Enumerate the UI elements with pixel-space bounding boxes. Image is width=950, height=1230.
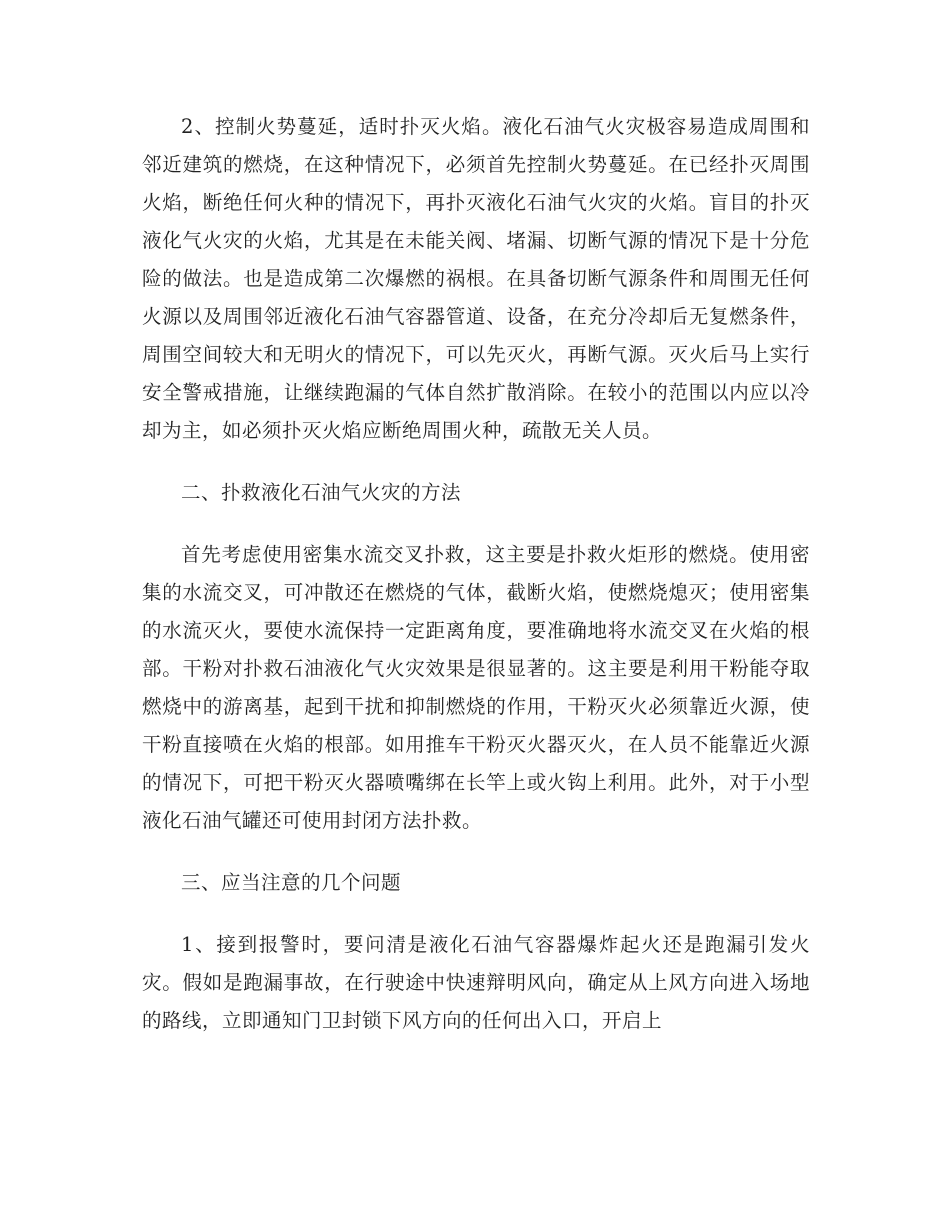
section-heading-methods: 二、扑救液化石油气火灾的方法 [181, 481, 462, 504]
paragraph-fire-control: 2、控制火势蔓延，适时扑灭火焰。液化石油气火灾极容易造成周围和邻近建筑的燃烧，在这种情况下，必须首先控制火势蔓延。在已经扑灭周围火焰，断绝任何火种的情况下，再扑灭液化石油气火灾的火焰。盲目的扑灭液化气火灾的火焰，尤其是在未能关阀、堵漏、切断气源的情况下是十分危险的做法。也是造成第二次爆燃的祸根。在具备切断气源条件和周围无任何火源以及周围邻近液化石油气容器管道、设备，在充分冷却后无复燃条件，周围空间较大和无明火的情况下，可以先灭火，再断气源。灭火后马上实行安全警戒措施，让继续跑漏的气体自然扩散消除。在较小的范围以内应以冷却为主，如必须扑灭火焰应断绝周围火种，疏散无关人员。 [142, 115, 810, 442]
document-page [142, 108, 810, 1040]
paragraph-alarm-response: 1、接到报警时，要问清是液化石油气容器爆炸起火还是跑漏引发火灾。假如是跑漏事故，在行驶途中快速辩明风向，确定从上风方向进入场地的路线，立即通知门卫封锁下风方向的任何出入口，开启上 [142, 933, 810, 1032]
paragraph-extinguishing-methods: 首先考虑使用密集水流交叉扑救，这主要是扑救火炬形的燃烧。使用密集的水流交叉，可冲散还在燃烧的气体，截断火焰，使燃烧熄灭；使用密集的水流灭火，要使水流保持一定距离角度，要准确地将水流交叉在火焰的根部。干粉对扑救石油液化气火灾效果是很显著的。这主要是利用干粉能夺取燃烧中的游离基，起到干扰和抑制燃烧的作用，干粉灭火必须靠近火源，使干粉直接喷在火焰的根部。如用推车干粉灭火器灭火，在人员不能靠近火源的情况下，可把干粉灭火器喷嘴绑在长竿上或火钩上利用。此外，对于小型液化石油气罐还可使用封闭方法扑救。 [142, 543, 810, 832]
section-heading-notes: 三、应当注意的几个问题 [181, 871, 402, 894]
